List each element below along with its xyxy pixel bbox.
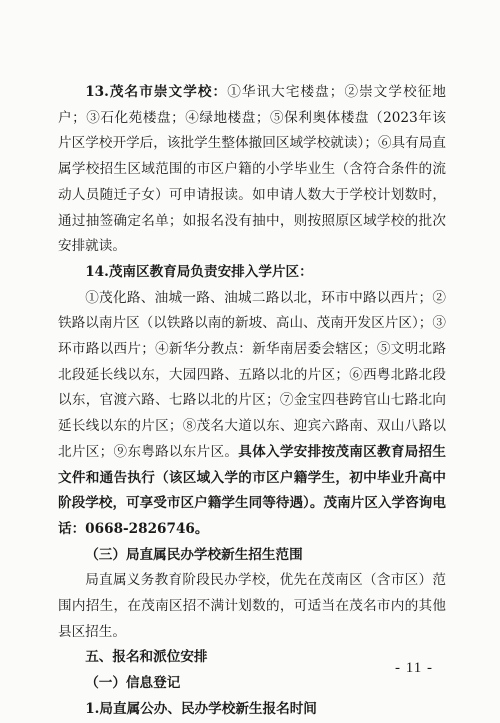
section-13-body: ①华讯大宅楼盘；②崇文学校征地户；③石化苑楼盘；④绿地楼盘；⑤保利奥体楼盘（2023年该片区学校开学后，该批学生整体撤回区域学校就读）；⑥具有局直属学校招生区域范围的市区户籍的小学毕业生（含符合条件的流动人员随迁子女）可申请报读。如申请人数大于学校计划数时，通过抽签确定名单；如报名没有抽中，则按照原区域学校的批次安排就读。 bbox=[58, 84, 447, 255]
page-number: - 11 - bbox=[395, 660, 433, 676]
section-5-sub1-heading bbox=[58, 671, 446, 697]
section-13-title: 13.茂名市崇文学校： bbox=[85, 84, 228, 100]
section-5-sub1-item-title: 1.局直属公办、民办学校新生报名时间 bbox=[85, 700, 317, 717]
section-3-paragraph bbox=[58, 568, 446, 645]
section-3-heading bbox=[58, 543, 446, 569]
section-5-sub1-title: （一）信息登记 bbox=[85, 675, 181, 692]
section-3-title: （三）局直属民办学校新生招生范围 bbox=[85, 546, 303, 563]
section-5-title: 五、报名和派位安排 bbox=[85, 649, 208, 666]
section-13-paragraph bbox=[58, 80, 446, 260]
section-14-bold-note: 具体入学安排按茂南区教育局招生文件和通告执行（该区域入学的市区户籍学生，初中毕业升高中阶段学校，可享受市区户籍学生同等待遇）。茂南片区入学咨询电话：0668-2826746。 bbox=[58, 443, 447, 537]
section-14-title: 14.茂南区教育局负责安排入学片区： bbox=[85, 263, 313, 280]
section-14-heading bbox=[58, 260, 446, 286]
section-14-body: ①茂化路、油城一路、油城二路以北，环市中路以西片；②铁路以南片区（以铁路以南的新坡、高山、茂南开发区片区）；③环市路以西片；④新华分教点：新华南居委会辖区；⑤文明北路北段延长线以东，大园四路、五路以北的片区；⑥西粤北路北段以东，官渡六路、七路以北的片区；⑦金宝四巷跨官山七路北向延长线以东的片区；⑧茂名大道以东、迎宾六路南、双山八路以北片区；⑨东粤路以东片区。 bbox=[58, 289, 446, 460]
section-14-paragraph bbox=[58, 286, 446, 543]
section-3-body: 局直属义务教育阶段民办学校，优先在茂南区（含市区）范围内招生，在茂南区招不满计划数的，可适当在茂名市内的其他县区招生。 bbox=[58, 572, 446, 640]
document-body bbox=[58, 80, 446, 723]
section-5-heading bbox=[58, 645, 446, 671]
